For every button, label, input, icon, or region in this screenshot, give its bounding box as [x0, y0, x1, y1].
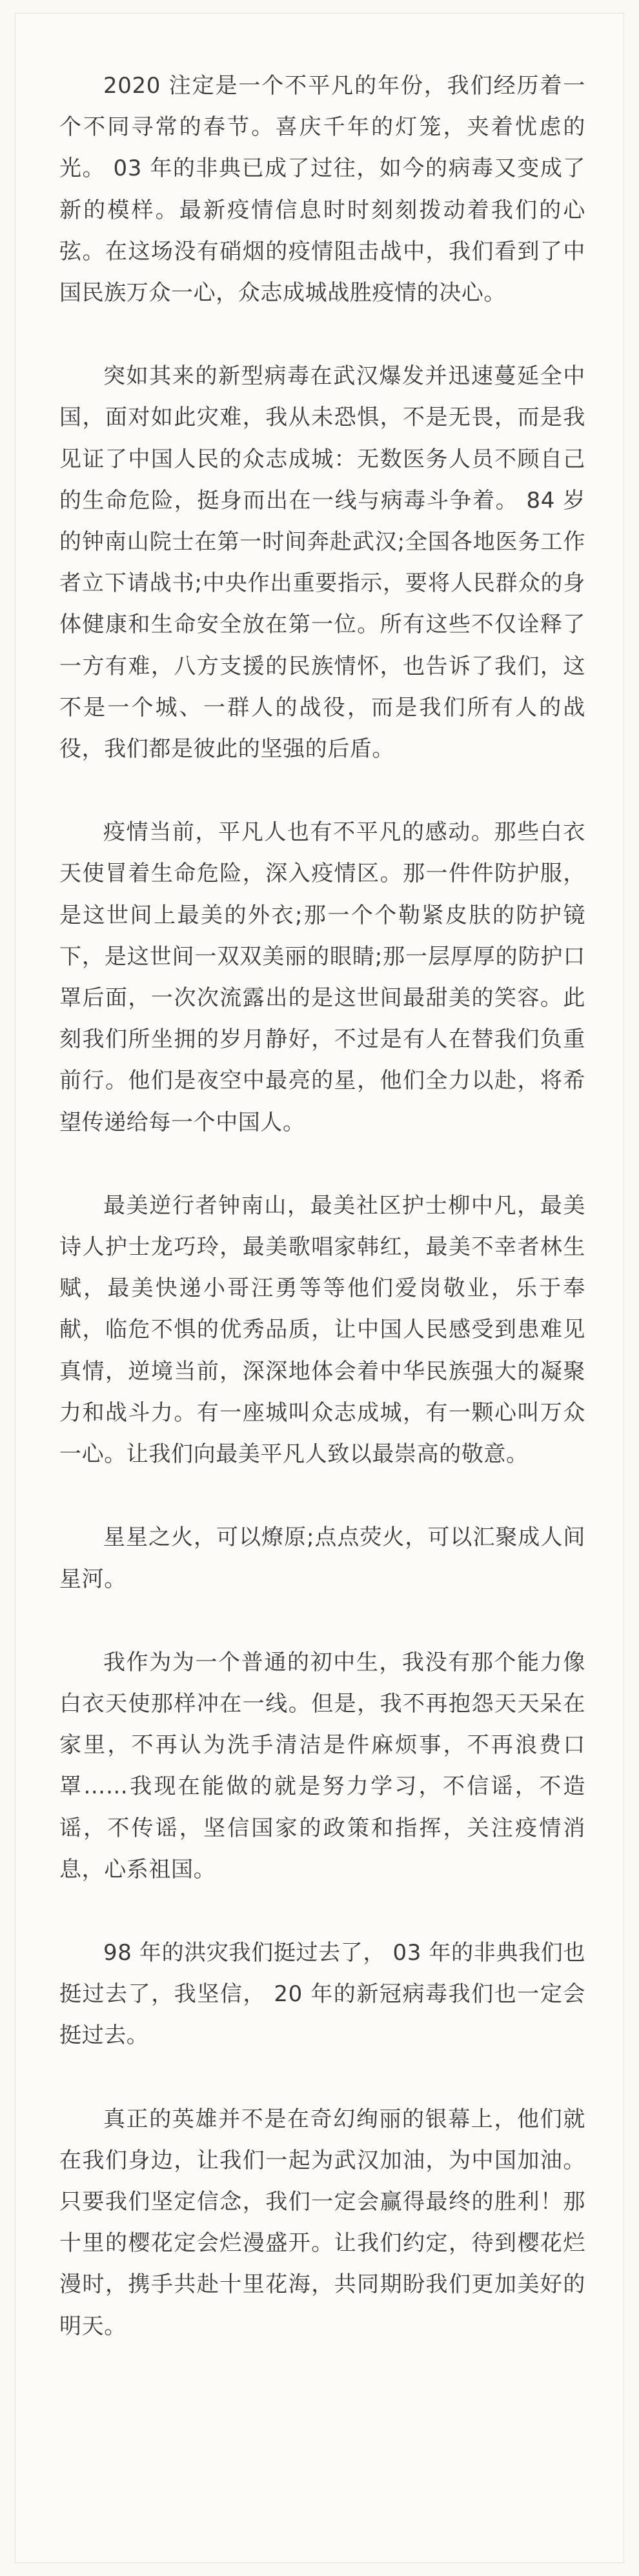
- article-paragraph-7: 98 年的洪灾我们挺过去了， 03 年的非典我们也挺过去了，我坚信， 20 年的新冠病毒我们也一定会挺过去。: [59, 1939, 585, 2049]
- article-paragraph-1: 2020 注定是一个不平凡的年份，我们经历着一个不同寻常的春节。喜庆千年的灯笼，夹着忧虑的光。 03 年的非典已成了过往，如今的病毒又变成了新的模样。最新疫情信息时时刻刻拨动着我们的心弦。在这场没有硝烟的疫情阻击战中，我们看到了中国民族万众一心，众志成城战胜疫情的决心。: [59, 73, 585, 306]
- article-paragraph-8: 真正的英雄并不是在奇幻绚丽的银幕上，他们就在我们身边，让我们一起为武汉加油，为中国加油。只要我们坚定信念，我们一定会赢得最终的胜利！那十里的樱花定会烂漫盛开。让我们约定，待到樱花烂漫时，携手共赴十里花海，共同期盼我们更加美好的明天。: [59, 2106, 585, 2339]
- article-paragraph-2: 突如其来的新型病毒在武汉爆发并迅速蔓延全中国，面对如此灾难，我从未恐惧，不是无畏，而是我见证了中国人民的众志成城：无数医务人员不顾自己的生命危险，挺身而出在一线与病毒斗争着。 84 岁的钟南山院士在第一时间奔赴武汉;全国各地医务工作者立下请战书;中央作出重要指示，要将人民群众的身体健康和生命安全放在第一位。所有这些不仅诠释了一方有难，八方支援的民族情怀，也告诉了我们，这不是一个城、一群人的战役，而是我们所有人的战役，我们都是彼此的坚强的后盾。: [59, 363, 585, 763]
- article-paragraph-6: 我作为为一个普通的初中生，我没有那个能力像白衣天使那样冲在一线。但是，我不再抱怨天天呆在家里，不再认为洗手清洁是件麻烦事，不再浪费口罩……我现在能做的就是努力学习，不信谣，不造谣，不传谣，坚信国家的政策和指挥，关注疫情消息，心系祖国。: [59, 1649, 585, 1882]
- article-body: [59, 65, 585, 2389]
- article-paragraph-3: 疫情当前，平凡人也有不平凡的感动。那些白衣天使冒着生命危险，深入疫情区。那一件件防护服，是这世间上最美的外衣;那一个个勒紧皮肤的防护镜下，是这世间一双双美丽的眼睛;那一层厚厚的防护口罩后面，一次次流露出的是这世间最甜美的笑容。此刻我们所坐拥的岁月静好，不过是有人在替我们负重前行。他们是夜空中最亮的星，他们全力以赴，将希望传递给每一个中国人。: [59, 819, 585, 1135]
- article-paragraph-4: 最美逆行者钟南山，最美社区护士柳中凡，最美诗人护士龙巧玲，最美歌唱家韩红，最美不幸者林生赋，最美快递小哥汪勇等等他们爱岗敬业，乐于奉献，临危不惧的优秀品质，让中国人民感受到患难见真情，逆境当前，深深地体会着中华民族强大的凝聚力和战斗力。有一座城叫众志成城，有一颗心叫万众一心。让我们向最美平凡人致以最崇高的敬意。: [59, 1192, 585, 1468]
- article-paragraph-5: 星星之火，可以燎原;点点荧火，可以汇聚成人间星河。: [59, 1524, 585, 1592]
